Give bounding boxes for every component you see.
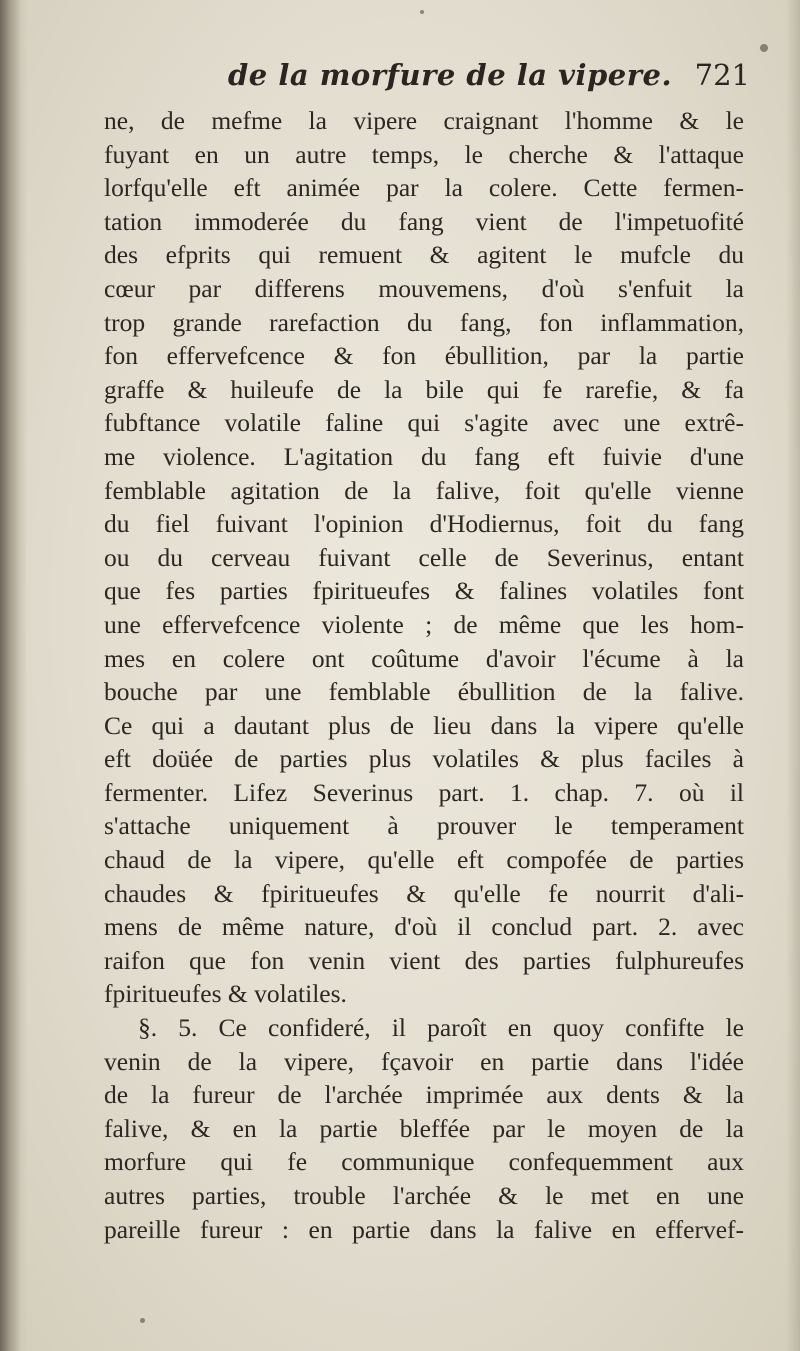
text-line: eft doüée de parties plus volatiles & plus faciles à [104,744,744,774]
paragraph-start-line: §. 5. Ce confideré, il paroît en quoy confifte le [138,1013,744,1043]
page-header [228,58,768,102]
text-line: autres parties, trouble l'archée & le met en une [104,1181,744,1210]
text-line: chaudes & fpiritueufes & qu'elle fe nourrit d'ali- [104,878,744,908]
text-line: fuyant en un autre temps, le cherche & l'attaque [104,139,744,169]
running-title: de la morfure de la vipere. [228,58,673,92]
text-line: me violence. L'agitation du fang eft fuivie d'une [104,441,744,471]
text-line: fermenter. Lifez Severinus part. 1. chap. 7. où il [104,777,744,807]
text-line: du fiel fuivant l'opinion d'Hodiernus, foit du fang [104,509,744,539]
body-text [104,104,744,1246]
text-line: falive, & en la partie bleffée par le moyen de la [104,1113,744,1143]
text-line: une effervefcence violente ; de même que les hom- [104,609,744,639]
text-line: des efprits qui remuent & agitent le mufcle du [104,240,744,270]
page-edge-shadow [786,0,800,1351]
text-line: cœur par differens mouvemens, d'où s'enfuit la [104,273,744,303]
text-line: trop grande rarefaction du fang, fon inflammation, [104,307,744,337]
text-line: tation immoderée du fang vient de l'impetuofité [104,206,744,236]
text-line: que fes parties fpiritueufes & falines volatiles font [104,576,744,606]
text-line: pareille fureur : en partie dans la falive en effervef- [104,1214,744,1244]
page-number: 721 [694,58,750,92]
ink-spot [760,44,768,52]
text-line: fubftance volatile faline qui s'agite avec une extrê- [104,408,744,438]
text-line: bouche par une femblable ébullition de la falive. [104,677,744,707]
text-line: venin de la vipere, fçavoir en partie dans l'idée [104,1046,744,1076]
text-line: fon effervefcence & fon ébullition, par la partie [104,341,744,371]
text-line: femblable agitation de la falive, foit qu'elle vienne [104,475,744,505]
text-line: graffe & huileufe de la bile qui fe rarefie, & fa [104,374,744,404]
text-line: chaud de la vipere, qu'elle eft compofée de parties [104,845,744,875]
ink-spot [140,1318,145,1323]
ink-spot [420,10,424,14]
page-gutter-shadow [0,0,28,1351]
text-line: de la fureur de l'archée imprimée aux dents & la [104,1080,744,1110]
text-line: ou du cerveau fuivant celle de Severinus, entant [104,542,744,572]
text-line: mes en colere ont coûtume d'avoir l'écume à la [104,643,744,673]
text-line: Ce qui a dautant plus de lieu dans la vipere qu'elle [104,710,744,740]
text-line: mens de même nature, d'où il conclud part. 2. avec [104,912,744,942]
text-line: s'attache uniquement à prouver le temperament [104,811,744,841]
text-line: lorfqu'elle eft animée par la colere. Cette fermen- [104,173,744,203]
text-line: ne, de mefme la vipere craignant l'homme & le [104,106,744,135]
text-line: fpiritueufes & volatiles. [104,979,347,1009]
text-line: raifon que fon venin vient des parties fulphureufes [104,945,744,975]
text-line: morfure qui fe communique confequemment aux [104,1147,744,1177]
